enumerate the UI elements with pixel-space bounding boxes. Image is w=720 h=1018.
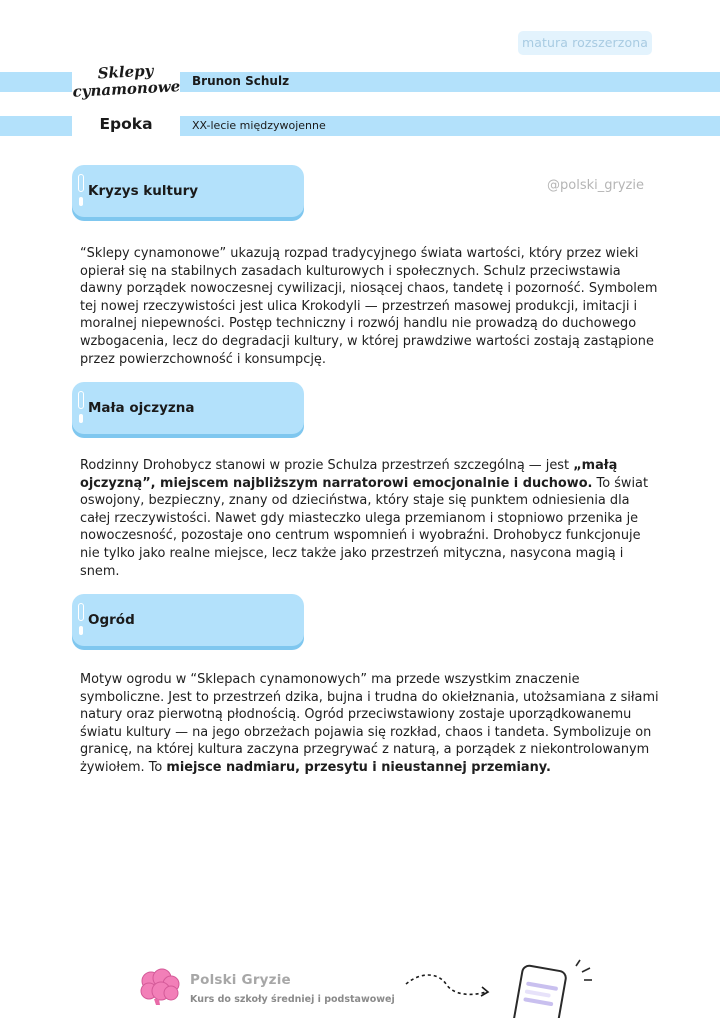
- brain-icon: [138, 968, 182, 1006]
- section-paragraph: [80, 457, 660, 580]
- social-handle: @polski_gryzie: [547, 178, 644, 193]
- section-header-ogrod: [72, 594, 304, 646]
- paragraph-text: To świat oswojony, bezpieczny, znany od dzieciństwa, który staje się punktem odniesienia dla całej rzeczywistości. Nawet gdy miasteczko ulega przemianom i stopniowo przenika je nowoczesność, pozostaje ono centrum wspomnień i wyobraźni. Drohobycz funkcjonuje nie tylko jako realne miejsce, lecz także jako przestrzeń mityczna, nasycona magią i snem.: [80, 475, 649, 579]
- section-paragraph: [80, 671, 660, 777]
- epoch-label: Epoka: [99, 115, 153, 133]
- pill-shine: [78, 174, 84, 192]
- pill-shine: [78, 391, 84, 409]
- paragraph-emphasis: miejsce nadmiaru, przesytu i nieustannej przemiany.: [166, 759, 551, 775]
- curved-arrow-icon: [402, 972, 494, 1002]
- book-title-box: [72, 60, 180, 138]
- phone-icon: [500, 958, 600, 1018]
- section-header-kryzys: [72, 165, 304, 217]
- level-badge: matura rozszerzona: [518, 31, 652, 55]
- section-header-mala-ojczyzna: [72, 382, 304, 434]
- footer-brand: Polski Gryzie: [190, 972, 291, 988]
- section-title: Kryzys kultury: [88, 183, 199, 199]
- pill-shine-dot: [79, 626, 83, 635]
- book-title-line1: Sklepy: [97, 61, 154, 83]
- book-title: [71, 61, 181, 101]
- pill-shine-dot: [79, 414, 83, 423]
- epoch-value: XX-lecie międzywojenne: [192, 119, 326, 132]
- footer-tagline: Kurs do szkoły średniej i podstawowej: [190, 994, 395, 1005]
- section-title: Mała ojczyzna: [88, 400, 195, 416]
- section-paragraph: “Sklepy cynamonowe” ukazują rozpad tradycyjnego świata wartości, który przez wieki opierał się na stabilnych zasadach kulturowych i społecznych. Schulz przeciwstawia dawny porządek nowoczesnej cywilizacji, niosącej chaos, tandetę i pozorność. Symbolem tej nowej rzeczywistości jest ulica Krokodyli — przestrzeń masowej produkcji, imitacji i moralnej niepewności. Postęp techniczny i rozwój handlu nie prowadzą do duchowego wzbogacenia, lecz do degradacji kultury, w której prawdziwe wartości zostają zastąpione przez powierzchowność i konsumpcję.: [80, 246, 658, 367]
- paragraph-text: Motyw ogrodu w “Sklepach cynamonowych” ma przede wszystkim znaczenie symboliczne. Jest to przestrzeń dzika, bujna i trudna do okiełznania, utożsamiana z siłami natury oraz pierwotną płodnością. Ogród przeciwstawiony zostaje uporządkowanemu światu kultury — na jego obrzeżach pojawia się rozkład, chaos i tandeta. Symbolizuje on granicę, na której kultura zaczyna przegrywać z naturą, a porządek z niekontrolowanym żywiołem. To: [80, 672, 659, 775]
- author-name: Brunon Schulz: [192, 74, 290, 88]
- pill-shine: [78, 603, 84, 621]
- pill-shine-dot: [79, 197, 83, 206]
- paragraph-emphasis: „małą ojczyzną”, miejscem najbliższym narratorowi emocjonalnie i duchowo.: [80, 458, 618, 491]
- paragraph-text: Rodzinny Drohobycz stanowi w prozie Schulza przestrzeń szczególną — jest: [80, 458, 574, 473]
- book-title-line2: cynamonowe: [72, 77, 181, 101]
- section-title: Ogród: [88, 612, 135, 628]
